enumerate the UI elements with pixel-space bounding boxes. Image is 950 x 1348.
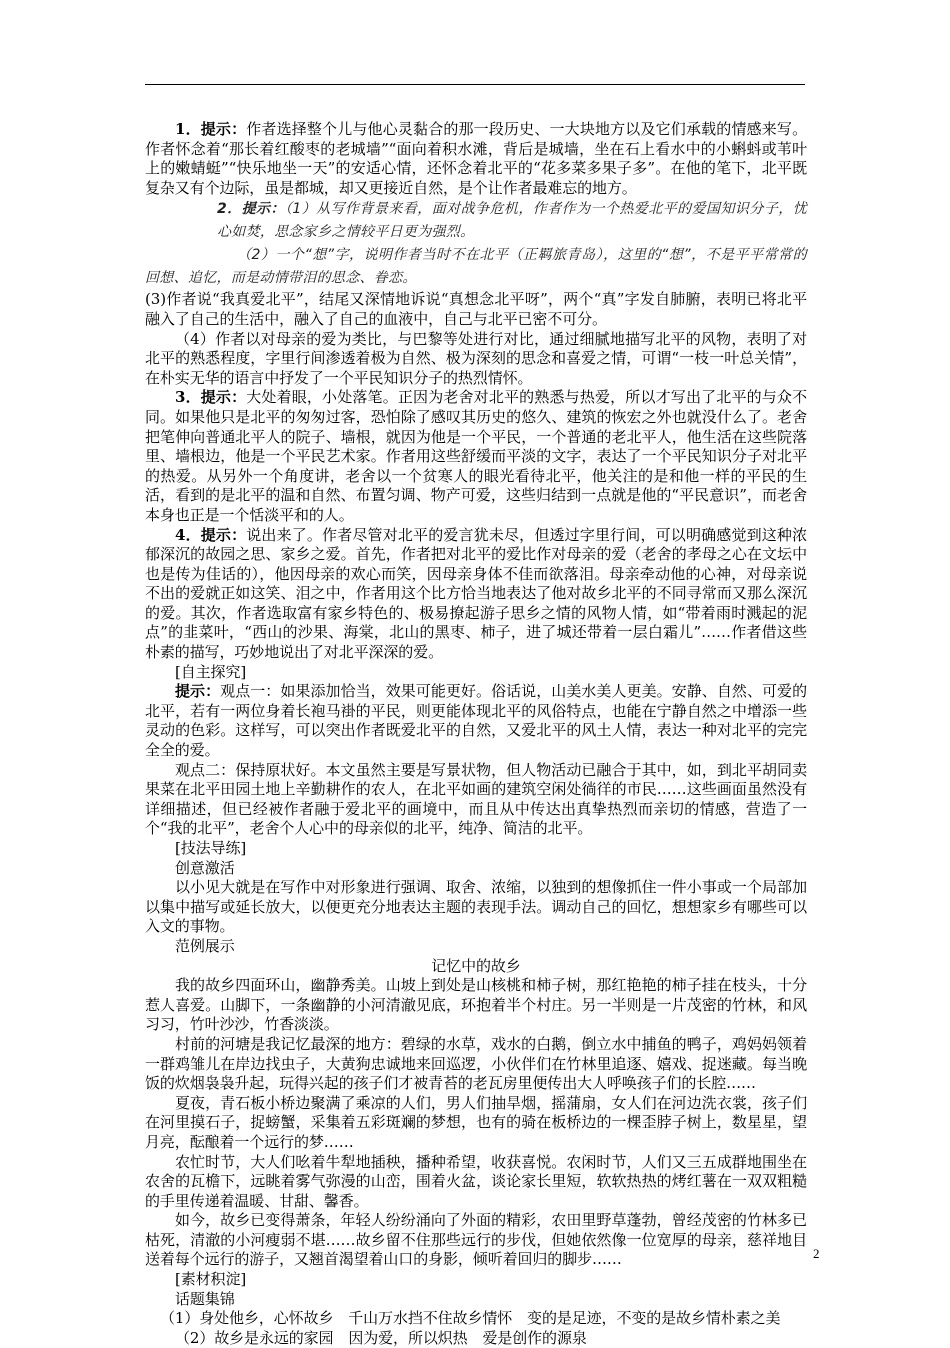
page-number: 2 [813, 1246, 820, 1261]
paragraph: 3．提示：大处着眼，小处落笔。正因为老舍对北平的熟悉与热爱，所以才写出了北平的与众不同。如果他只是北平的匆匆过客，恐怕除了感叹其历史的悠久、建筑的恢宏之外也就没什么了。老舍把笔伸向普通北平人的院子、墙根，就因为他是一个平民，一个普通的老北平人，他生活在这些院落里、墙根边，他是一个平民艺术家。作者用这些舒缓而平淡的文字，表达了一个平民知识分子对北平的热爱。从另外一个角度讲，老舍以一个贫寒人的眼光看待北平，他关注的是和他一样的平民的生活，看到的是北平的温和自然、布置匀调、物产可爱，这些归结到一点就是他的“平民意识”，而老舍本身也正是一个恬淡平和的人。 [145, 388, 807, 524]
section-heading: [素材积淀] [175, 1270, 247, 1289]
paragraph: (3)作者说“我真爱北平”，结尾又深情地诉说“真想念北平呀”，两个“真”字发自肺腑，表明已将北平融入了自己的生活中，融入了自己的血液中，自己与北平已密不可分。 [145, 290, 807, 328]
hint-label: 2．提示： [217, 201, 285, 218]
hint-label: 4．提示： [175, 525, 247, 544]
section-heading: [自主探究] [175, 662, 247, 681]
paragraph: 以小见大就是在写作中对形象进行强调、取舍、浓缩，以独到的想像抓住一件小事或一个局部加以集中描写或延长放大，以便更充分地表达主题的表现手法。调动自己的回忆，想想家乡有哪些可以入文的事物。 [145, 878, 807, 936]
section-heading: [技法导练] [175, 839, 247, 857]
essay-title: 记忆中的故乡 [431, 956, 521, 975]
hint-label: 提示： [175, 682, 221, 701]
hint-label: 3．提示： [175, 388, 247, 407]
handwritten-paragraph: 2．提示：（1）从写作背景来看，面对战争危机，作者作为一个热爱北平的爱国知识分子，忧心如焚，思念家乡之情较平日更为强烈。 [217, 201, 807, 241]
paragraph: 如今，故乡已变得萧条，年轻人纷纷涌向了外面的精彩，农田里野草蓬勃，曾经茂密的竹林多已枯死，清澈的小河瘦弱不堪……故乡留不住那些远行的步伐，但她依然像一位宽厚的母亲，慈祥地目送着每个远行的游子，又翘首渴望着山口的身影，倾听着回归的脚步…… [145, 1211, 807, 1269]
paragraph: 我的故乡四面环山，幽静秀美。山坡上到处是山核桃和柿子树，那红艳艳的柿子挂在枝头，十分惹人喜爱。山脚下，一条幽静的小河清澈见底，环抱着半个村庄。另一半则是一片茂密的竹林，和风习习，竹叶沙沙，竹香淡淡。 [145, 976, 807, 1034]
document-body [145, 120, 807, 1348]
paragraph: 夏夜，青石板小桥边聚满了乘凉的人们，男人们抽旱烟，摇蒲扇，女人们在河边洗衣裳，孩子们在河里摸石子，捉螃蟹，采集着五彩斑斓的梦想，也有的骑在板桥边的一棵歪脖子树上，数星星，望月亮，酝酿着一个远行的梦…… [145, 1093, 807, 1151]
paragraph: 村前的河塘是我记忆最深的地方：碧绿的水草，戏水的白鹅，倒立水中捕鱼的鸭子，鸡妈妈领着一群鸡雏儿在岸边找虫子，大黄狗忠诚地来回巡逻，小伙伴们在竹林里追逐、嬉戏、捉迷藏。每当晚饭的炊烟袅袅升起，玩得兴起的孩子们才被青苔的老瓦房里便传出大人呼唤孩子们的长腔…… [145, 1034, 807, 1093]
paragraph: 提示：观点一：如果添加恰当，效果可能更好。俗话说，山美水美人更美。安静、自然、可爱的北平，若有一两位身着长袍马褂的平民，则更能体现北平的风俗特点，也能在宁静自然之中增添一些灵动的色彩。这样写，可以突出作者既爱北平的自然，又爱北平的风土人情，表达一种对北平的完完全全的爱。 [145, 682, 807, 760]
paragraph: 农忙时节，大人们吆着牛犁地插秧，播种希望，收获喜悦。农闲时节，人们又三五成群地围坐在农舍的瓦檐下，远眺着雾气弥漫的山峦，围着火盆，谈论家长里短，软软热热的烤红薯在一双双粗糙的手里传递着温暖、甘甜、馨香。 [145, 1152, 807, 1210]
paragraph: （2）故乡是永远的家园 因为爱，所以炽热 爱是创作的源泉 [175, 1328, 587, 1347]
subsection-heading: 范例展示 [175, 936, 235, 955]
paragraph: 4．提示：说出来了。作者尽管对北平的爱言犹未尽，但透过字里行间，可以明确感觉到这种浓郁深沉的故园之思、家乡之爱。首先，作者把对北平的爱比作对母亲的爱（老舍的孝母之心在文坛中也是传为佳话的），他因母亲的欢心而笑，因母亲身体不佳而欲落泪。母亲牵动他的心神，对母亲说不出的爱就正如这笑、泪之中，作者用这个比方恰当地表达了他对故乡北平的不同寻常而又那么深沉的爱。其次，作者选取富有家乡特色的、极易撩起游子思乡之情的风物人情，如“带着雨时溅起的泥点”的韭菜叶，“西山的沙果、海棠，北山的黑枣、柿子，进了城还带着一层白霜儿”……作者借这些朴素的描写，巧妙地说出了对北平深深的爱。 [145, 525, 807, 662]
paragraph: （1）身处他乡，心怀故乡 千山万水挡不住故乡情怀 变的是足迹，不变的是故乡情朴素之美 [160, 1309, 781, 1328]
header-rule [145, 84, 805, 85]
paragraph: （4）作者以对母亲的爱为类比，与巴黎等处进行对比，通过细腻地描写北平的风物，表明了对北平的熟悉程度，字里行间渗透着极为自然、极为深刻的思念和喜爱之情，可谓“一枝一叶总关情”，在朴实无华的语言中抒发了一个平民知识分子的热烈情怀。 [145, 329, 807, 387]
subsection-heading: 话题集锦 [175, 1289, 235, 1308]
hint-label: 1．提示： [175, 120, 247, 138]
subsection-heading: 创意激活 [175, 858, 235, 877]
handwritten-paragraph: （2）一个“想”字，说明作者当时不在北平（正羁旅青岛），这里的“想”，不是平平常常的回想、追忆，而是动情带泪的思念、眷恋。 [145, 247, 807, 287]
paragraph: 观点二：保持原状好。本文虽然主要是写景状物，但人物活动已融合于其中，如，到北平胡同卖果菜在北平田园土地上辛勤耕作的农人，在北平如画的建筑空闲处徜徉的市民……这些画面虽然没有详细描述，但已经被作者融于爱北平的画境中，而且从中传达出真挚热烈而亲切的情感，营造了一个“我的北平”，老舍个人心中的母亲似的北平，纯净、简洁的北平。 [145, 760, 807, 838]
paragraph: 1．提示：作者选择整个儿与他心灵黏合的那一段历史、一大块地方以及它们承载的情感来写。作者怀念着“那长着红酸枣的老城墙”“面向着积水滩，背后是城墙，坐在石上看水中的小蝌蚪或苇叶上的嫩蜻蜓”“快乐地坐一天”的安适心情，还怀念着北平的“花多菜多果子多”。在他的笔下，北平既复杂又有个边际，虽是都城，却又更接近自然，是个让作者最难忘的地方。 [145, 120, 807, 197]
